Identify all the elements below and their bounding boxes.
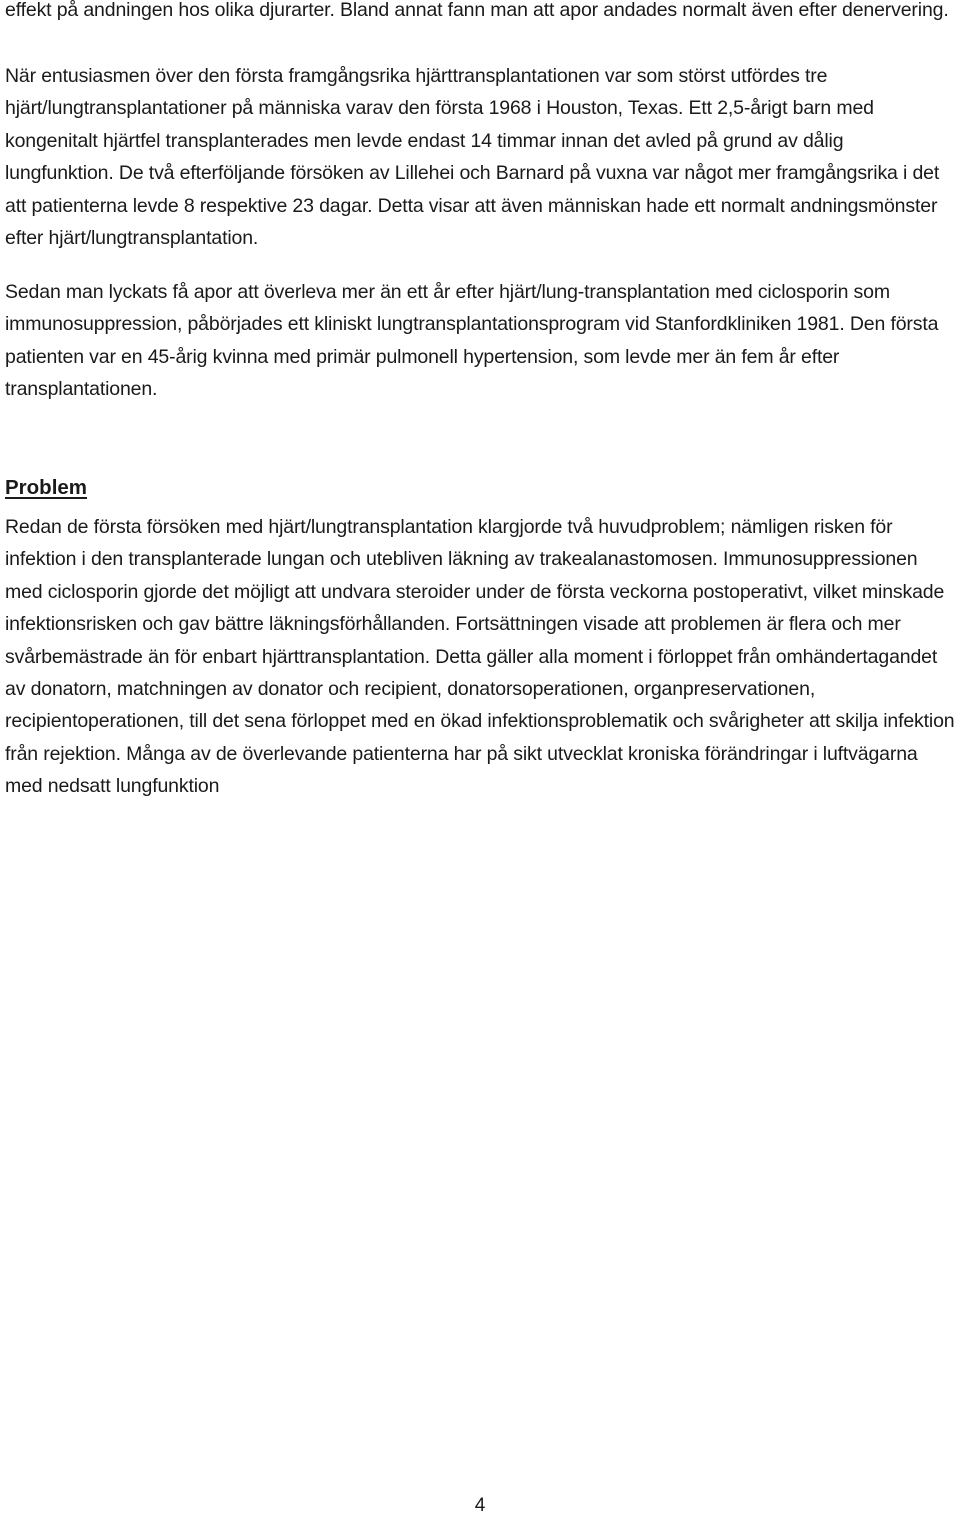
paragraph-problem: Redan de första försöken med hjärt/lungtransplantation klargjorde två huvudproblem; nämligen risken för infektion i den transplanterade lungan och utebliven läkning av trakealanastomosen. Immunosuppressionen med ciclosporin gjorde det möjligt att undvara steroider under de första veckorna postoperativt, vilket minskade infektionsrisken och gav bättre läkningsförhållanden. Fortsättningen visade att problemen är flera och mer svårbemästrade än för enbart hjärttransplantation. Detta gäller alla moment i förloppet från omhändertagandet av donatorn, matchningen av donator och recipient, donatorsoperationen, organpreservationen, recipientoperationen, till det sena förloppet med en ökad infektionsproblematik och svårigheter att skilja infektion från rejektion. Många av de överlevande patienterna har på sikt utvecklat kroniska förändringar i luftvägarna med nedsatt lungfunktion [5, 516, 955, 798]
paragraph-houston: När entusiasmen över den första framgångsrika hjärttransplantationen var som störst utfördes tre hjärt/lungtransplantationer på människa varav den första 1968 i Houston, Texas. Ett 2,5-årigt barn med kongenitalt hjärtfel transplanterades men levde endast 14 timmar innan det avled på grund av dålig lungfunktion. De två efterföljande försöken av Lillehei och Barnard på vuxna var något mer framgångsrika i det att patienterna levde 8 respektive 23 dagar. Detta visar att även människan hade ett normalt andningsmönster efter hjärt/lungtransplantation. [5, 65, 940, 250]
paragraph-stanford: Sedan man lyckats få apor att överleva mer än ett år efter hjärt/lung-transplantation med ciclosporin som immunosuppression, påbörjades ett kliniskt lungtransplantationsprogram vid Stanfordkliniken 1981. Den första patienten var en 45-årig kvinna med primär pulmonell hypertension, som levde mer än fem år efter transplantationen. [5, 281, 939, 401]
section-heading-problem: Problem [5, 476, 88, 499]
page-number: 4 [474, 1495, 486, 1516]
paragraph-intro: effekt på andningen hos olika djurarter. Bland annat fann man att apor andades normalt även efter denervering. [5, 0, 949, 21]
